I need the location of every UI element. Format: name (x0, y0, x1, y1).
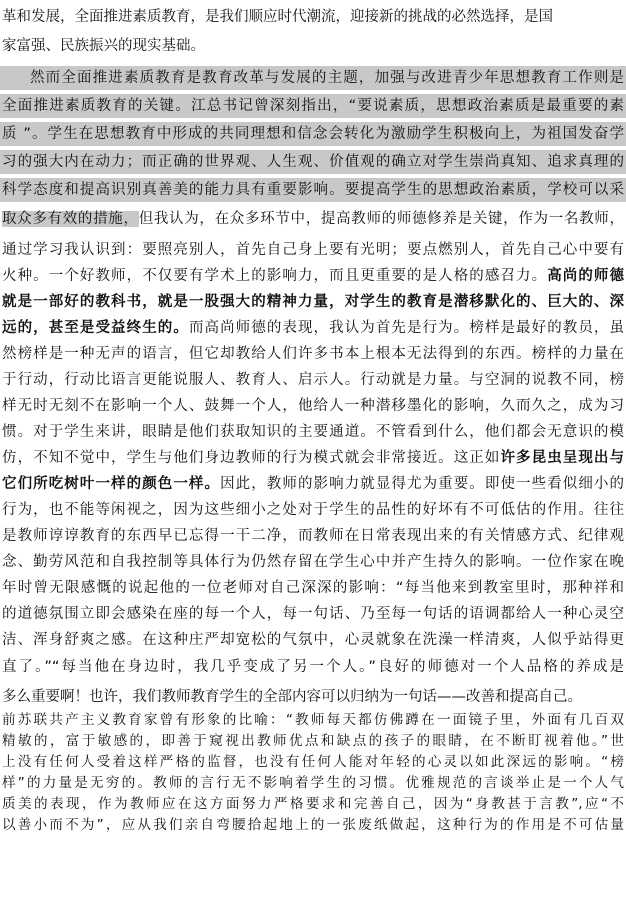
text-line: 洁、浑身舒爽之感。在这种庄严却宽松的气氛中，心灵就象在洗澡一样清爽，人似乎站得更 (2, 632, 624, 648)
text-line: 它们所吃树叶一样的颜色一样。因此，教师的影响力就显得尤为重要。即使一些看似细小的 (2, 476, 624, 492)
text-line: 质美的表现，作为教师应在这方面努力严格要求和完善自己，因为“身教甚于言教”,应“不 (2, 796, 624, 812)
text-line: 火种。一个好教师，不仅要有学术上的影响力，而且更重要的是人格的感召力。高尚的师德 (2, 268, 625, 284)
text-line: 革和发展，全面推进素质教育，是我们顺应时代潮流，迎接新的挑战的必然选择，是国 (2, 9, 553, 25)
text-line: 家富强、民族振兴的现实基础。 (2, 38, 205, 54)
text-line: 以善小而不为”，应从我们亲自弯腰拾起地上的一张废纸做起，这种行为的作用是不可估量 (2, 817, 624, 833)
text-line-highlighted: 质 ”。学生在思想教育中形成的共同理想和信念会转化为激励学生积极向上，为祖国发奋学 (0, 122, 626, 146)
text-line: 念、勤劳风范和自我控制等具体行为仍然存留在学生心中并产生持久的影响。一位作家在晚 (2, 554, 624, 570)
text-line: 通过学习我认识到：要照亮别人，首先自己身上要有光明；要点燃别人，首先自己心中要有 (2, 242, 624, 258)
text-line: 就是一部好的教科书，就是一股强大的精神力量，对学生的教育是潜移默化的、巨大的、深 (2, 294, 624, 310)
text-line: 惯。对于学生来讲，眼睛是他们获取知识的主要通道。不管看到什么，他们都会无意识的模 (2, 424, 624, 440)
text-line: 前苏联共产主义教育家曾有形象的比喻：“教师每天都仿佛蹲在一面镜子里，外面有几百双 (2, 712, 624, 728)
text-line: 直了。”“每当他在身边时，我几乎变成了另一个人。”良好的师德对一个人品格的养成是 (2, 659, 624, 675)
text-line: 年时曾无限感慨的说起他的一位老师对自己深深的影响：“每当他来到教室里时，那种祥和 (2, 580, 624, 596)
text-line: 取众多有效的措施，但我认为，在众多环节中，提高教师的师德修养是关键，作为一名教师， (2, 211, 624, 227)
text-line: 精敏的，富于敏感的，即善于窥视出教师优点和缺点的孩子的眼睛，在不断盯视着他。”世 (2, 733, 624, 749)
text-line: 上没有任何人受着这样严格的监督，也没有任何人能对年轻的心灵以如此深远的影响。“榜 (2, 754, 624, 770)
text-line: 多么重要啊！也许，我们教师教育学生的全部内容可以归纳为一句话——改善和提高自己。 (2, 689, 582, 705)
text-line-highlighted: 科学态度和提高识别真善美的能力具有重要影响。要提高学生的思想政治素质，学校可以采 (0, 178, 626, 202)
text-line-highlighted: 习的强大内在动力；而正确的世界观、人生观、价值观的确立对学生崇尚真知、追求真理的 (0, 150, 626, 174)
text-line: 样”的力量是无穷的。教师的言行无不影响着学生的习惯。优雅规范的言谈举止是一个人气 (2, 775, 624, 791)
text-line: 样无时无刻不在影响一个人、鼓舞一个人，他给人一种潜移墨化的影响，久而久之，成为习 (2, 398, 624, 414)
text-line: 远的，甚至是受益终生的。而高尚师德的表现，我认为首先是行为。榜样是最好的教员，虽 (2, 320, 625, 336)
text-line: 然榜样是一种无声的语言，但它却教给人们许多书本上根本无法得到的东西。榜样的力量在 (2, 346, 624, 362)
text-line: 于行动，行动比语言更能说服人、教育人、启示人。行动就是力量。与空洞的说教不同，榜 (2, 372, 624, 388)
text-line: 行为，也不能等闲视之，因为这些细小之处对于学生的品性的好坏有不可低估的作用。往往 (2, 502, 624, 518)
text-line: 仿，不知不觉中，学生与他们身边教师的行为模式就会非常接近。这正如许多昆虫呈现出与 (2, 450, 625, 466)
text-line: 的道德氛围立即会感染在座的每一个人，每一句话、乃至每一句话的语调都给人一种心灵空 (2, 606, 624, 622)
text-line: 是教师谆谆教育的东西早已忘得一干二净，而教师在日常表现出来的有关情感方式、纪律观 (2, 528, 624, 544)
text-line-highlighted: 然而全面推进素质教育是教育改革与发展的主题，加强与改进青少年思想教育工作则是 (0, 66, 626, 90)
text-line-highlighted: 全面推进素质教育的关键。江总书记曾深刻指出，“要说素质，思想政治素质是最重要的素 (0, 94, 626, 118)
